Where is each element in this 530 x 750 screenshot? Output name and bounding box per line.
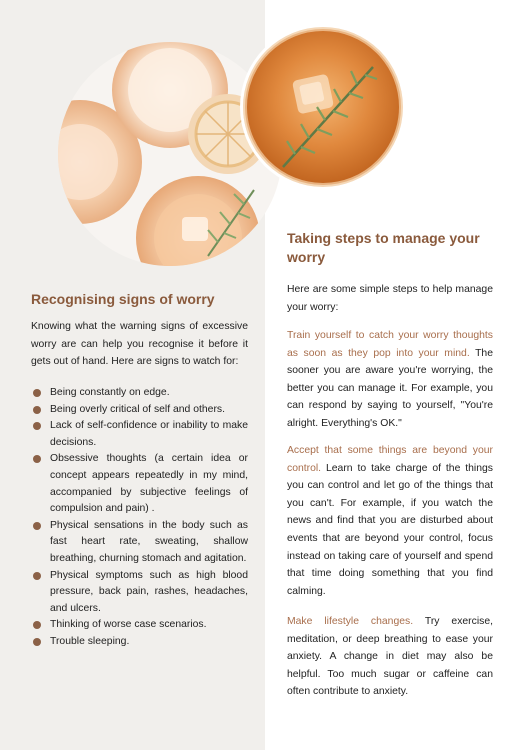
list-item-text: Physical symptoms such as high blood pressure, back pain, rashes, headaches, and ulcers.: [50, 569, 248, 614]
rosemary-drink-photo: [243, 27, 403, 187]
bullet-icon: [33, 455, 41, 463]
list-item-text: Being constantly on edge.: [50, 387, 170, 398]
list-item: [31, 402, 248, 419]
right-intro-text: Here are some simple steps to help manage your worry:: [287, 284, 493, 313]
step-text: Try exercise, meditation, or deep breathing to ease your anxiety. A change in diet may also be helpful. Too much sugar or caffeine can often contribute to anxiety.: [287, 616, 493, 698]
rosemary-drink-illustration: [243, 27, 403, 187]
step-paragraph: [287, 442, 493, 600]
bullet-icon: [33, 522, 41, 530]
step-paragraph: [287, 327, 493, 433]
step-text: Learn to take charge of the things you can control and let go of the things that you can't. For example, if you watch the news and find that you are disturbed about events that are beyond your control, focus instead on taking care of yourself and spend that time doing something that you find calming.: [287, 462, 493, 597]
list-item: [31, 385, 248, 402]
list-item: [31, 617, 248, 634]
step-lead: Make lifestyle changes.: [287, 616, 414, 627]
list-item-text: Lack of self-confidence or inability to make decisions.: [50, 420, 248, 448]
bullet-icon: [33, 572, 41, 580]
list-item: [31, 418, 248, 451]
bullet-icon: [33, 638, 41, 646]
list-item-text: Trouble sleeping.: [50, 635, 130, 647]
bullet-icon: [33, 422, 41, 430]
list-item-text: Obsessive thoughts (a certain idea or concept appears repeatedly in my mind, accompanied by subjective feelings of compulsion and pain) .: [50, 453, 248, 515]
step-paragraph: [287, 613, 493, 701]
list-item: [31, 634, 248, 651]
list-item: [31, 568, 248, 618]
step-lead: Accept that some things are beyond your control.: [287, 445, 493, 474]
list-item-text: Being overly critical of self and others.: [50, 403, 225, 415]
left-intro-text: Knowing what the warning signs of excessive worry are can help you recognise it before it gets out of hand. Here are signs to watch for:: [31, 321, 248, 368]
bullet-icon: [33, 621, 41, 629]
bullet-icon: [33, 406, 41, 414]
signs-list: [31, 385, 248, 651]
list-item: [31, 451, 248, 517]
right-section-heading: Taking steps to manage your worry: [287, 230, 480, 265]
left-section-heading: Recognising signs of worry: [31, 291, 215, 307]
bullet-icon: [33, 389, 41, 397]
list-item-text: Physical sensations in the body such as fast heart rate, sweating, shallow breathing, churning stomach and agitation.: [50, 519, 248, 564]
list-item: [31, 518, 248, 568]
list-item-text: Thinking of worse case scenarios.: [50, 619, 207, 631]
step-lead: Train yourself to catch your worry thoughts as soon as they pop into your mind.: [287, 330, 493, 359]
step-text: The sooner you are aware you're worrying, the better you can manage it. For example, you can respond by saying to yourself, "You're alright. Everything's OK.": [287, 347, 493, 429]
